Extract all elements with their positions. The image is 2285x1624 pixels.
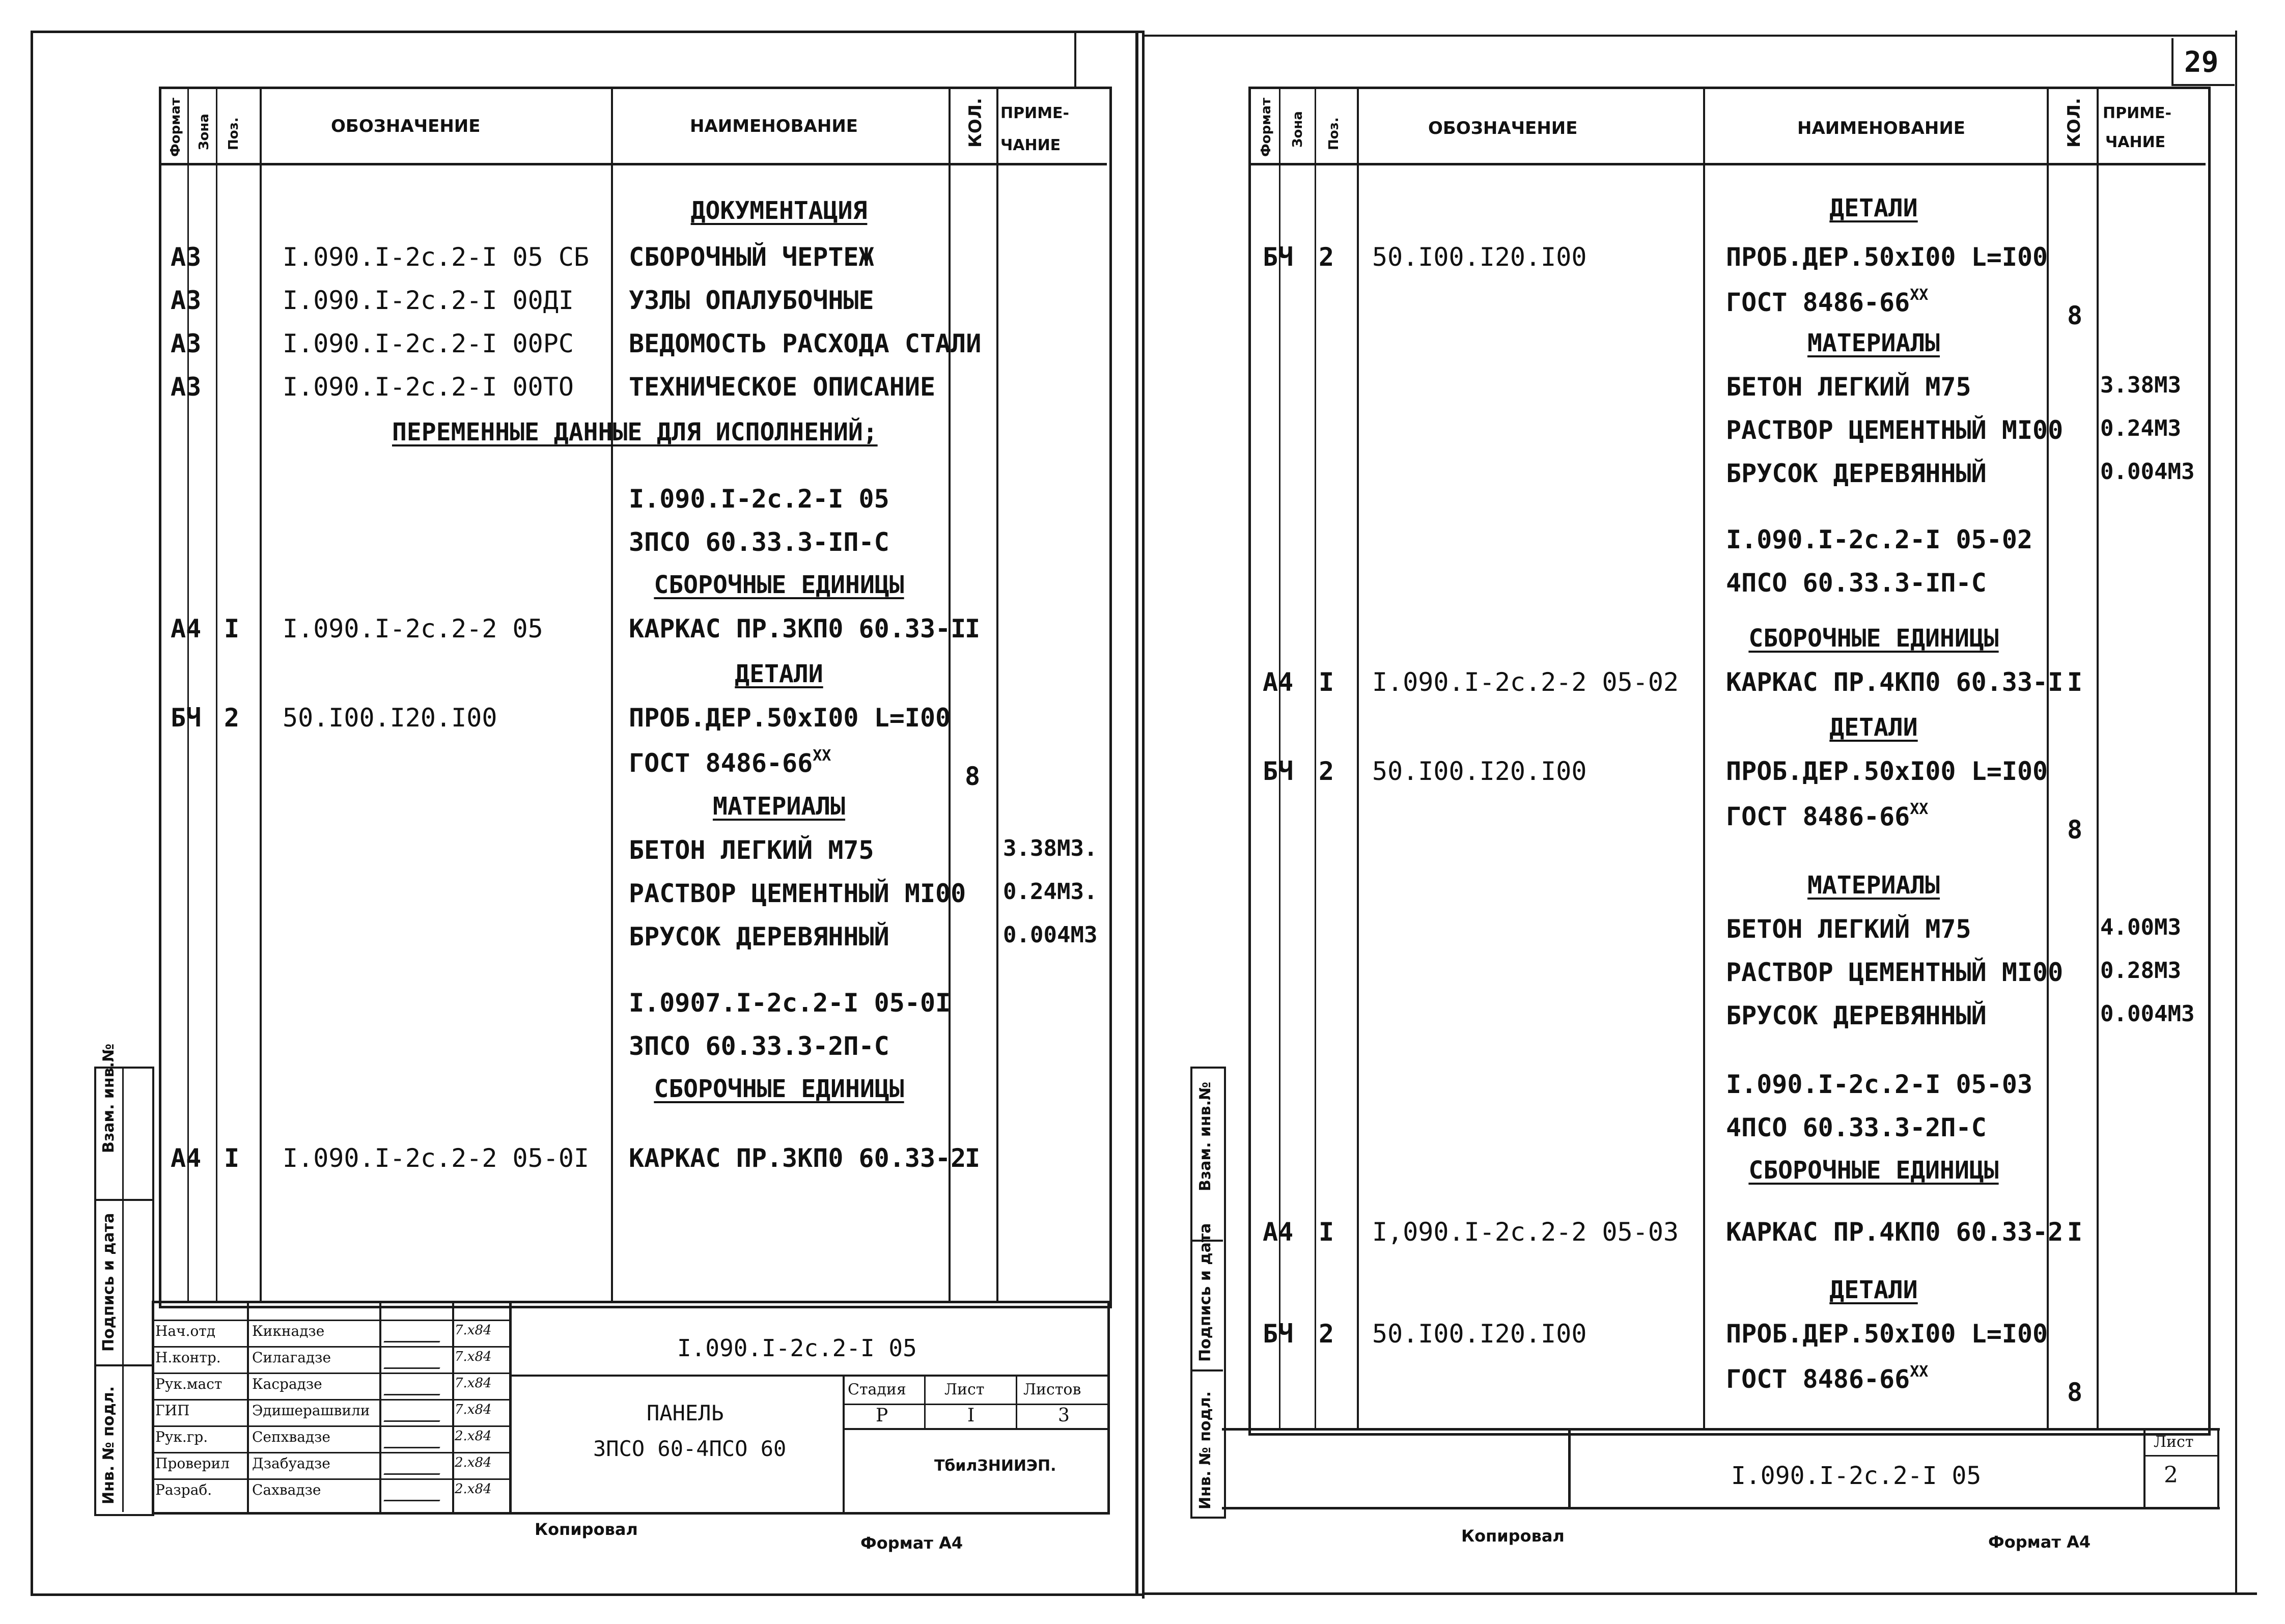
product-marks: 3ПСО 60-4ПСО 60: [593, 1436, 787, 1461]
right-sheet-top-edge: [1142, 35, 2237, 37]
title-block-role: Нач.отд: [155, 1323, 216, 1339]
row-format: А3: [171, 372, 202, 402]
col-header-zone: Зона: [197, 114, 212, 150]
handwritten-signature: [383, 1381, 447, 1395]
row-note: 3.38М3.: [1003, 835, 1098, 861]
title-block-role-line: [152, 1320, 511, 1321]
title-block-date: 7.х84: [455, 1376, 492, 1391]
right-sheet-value: 2: [2164, 1462, 2178, 1488]
right-col-divider: [1703, 87, 1705, 1431]
row-position: I: [1319, 1217, 1334, 1247]
title-block-role: Н.контр.: [155, 1349, 221, 1366]
title-block-col: [924, 1375, 926, 1430]
right-header-divider: [1248, 163, 2206, 165]
title-block-col: [247, 1301, 249, 1512]
title-block-role-line: [152, 1478, 511, 1480]
row-name: ПРОБ.ДЕР.50хI00 L=I00: [1726, 1319, 2048, 1349]
title-strip-col: [2143, 1428, 2145, 1507]
row-format: БЧ: [1263, 1319, 1294, 1349]
row-quantity: I: [965, 614, 981, 643]
row-name: I.0907.I-2c.2-I 05-0I: [629, 988, 951, 1018]
row-designation: I.090.I-2c.2-2 05-02: [1372, 667, 1679, 697]
right-sheet-bottom-edge: [1142, 1592, 2257, 1595]
section-heading: ДЕТАЛИ: [1829, 1276, 1918, 1304]
row-name: БРУСОК ДЕРЕВЯННЫЙ: [1726, 1001, 1987, 1030]
section-heading: СБОРОЧНЫЕ ЕДИНИЦЫ: [654, 1075, 904, 1103]
stamp-sign-date: Подпись и дата: [100, 1213, 118, 1352]
right-title-strip: [1222, 1428, 2220, 1509]
row-note: 0.004М3: [2100, 1001, 2195, 1027]
row-designation: 50.I00.I20.I00: [1372, 242, 1587, 272]
row-format: А4: [1263, 667, 1294, 697]
row-format: А4: [171, 614, 202, 643]
left-col-divider: [611, 87, 613, 1303]
right-sheet-left-edge: [1142, 31, 1145, 1599]
row-name: 4ПСО 60.33.3-IП-С: [1726, 568, 1987, 598]
row-name: ПРОБ.ДЕР.50хI00 L=I00: [1726, 757, 2048, 786]
stamp-divider: [122, 1067, 124, 1512]
product-name: ПАНЕЛЬ: [647, 1401, 724, 1425]
col-header-note: ЧАНИЕ: [2105, 133, 2166, 151]
left-col-divider: [949, 87, 951, 1303]
section-heading: СБОРОЧНЫЕ ЕДИНИЦЫ: [1748, 1156, 1999, 1185]
section-heading: СБОРОЧНЫЕ ЕДИНИЦЫ: [1748, 624, 1999, 653]
title-block-date: 7.х84: [455, 1349, 492, 1364]
row-designation: I.090.I-2c.2-2 05: [283, 614, 543, 643]
handwritten-signature: [383, 1354, 447, 1369]
row-position: 2: [1319, 1319, 1334, 1349]
title-block-date: 2.х84: [455, 1429, 492, 1444]
col-header-pos: Поз.: [226, 117, 241, 150]
row-name: 3ПСО 60.33.3-2П-С: [629, 1031, 889, 1061]
title-block-col: [843, 1375, 845, 1512]
col-header-note: ПРИМЕ-: [2103, 104, 2171, 122]
col-header-format: Формат: [168, 97, 183, 157]
row-name: УЗЛЫ ОПАЛУБОЧНЫЕ: [629, 286, 874, 315]
col-header-zone: Зона: [1290, 111, 1305, 148]
right-sheet-right-edge: [2235, 31, 2237, 1594]
row-quantity: I: [965, 1143, 981, 1173]
stage-label: Стадия: [848, 1381, 906, 1398]
title-block-person: Силагадзе: [252, 1349, 331, 1366]
handwritten-signature: [383, 1407, 447, 1422]
stage-value: Р: [876, 1405, 888, 1426]
left-format-label: Формат А4: [860, 1533, 963, 1553]
title-block-role: ГИП: [155, 1402, 190, 1419]
right-sheet-label: Лист: [2154, 1433, 2194, 1451]
row-designation: I.090.I-2c.2-I 00ДI: [283, 286, 574, 315]
title-block-role: Рук.маст: [155, 1376, 222, 1392]
title-block-col: [379, 1301, 381, 1512]
row-note: 0.24М3: [2100, 415, 2181, 441]
stamp-vzam: Взам. инв.№: [100, 1043, 118, 1153]
col-header-note: ЧАНИЕ: [1000, 136, 1061, 154]
stamp-vzam: Взам. инв.№: [1196, 1081, 1214, 1191]
row-name-superscript: ХХ: [1910, 1363, 1929, 1381]
row-quantity: 8: [2067, 301, 2083, 330]
right-col-divider: [1357, 87, 1359, 1431]
row-name: РАСТВОР ЦЕМЕНТНЫЙ МI00: [1726, 958, 2064, 987]
title-block-date: 7.х84: [455, 1402, 492, 1417]
row-name: ПРОБ.ДЕР.50хI00 L=I00: [1726, 242, 2048, 272]
row-designation: I.090.I-2c.2-I 00ТО: [283, 372, 574, 402]
left-col-divider: [996, 87, 998, 1303]
title-block-role-line: [152, 1399, 511, 1401]
row-note: 0.24М3.: [1003, 879, 1098, 905]
section-heading: МАТЕРИАЛЫ: [1807, 329, 1940, 357]
row-position: I: [224, 1143, 240, 1173]
row-name-superscript: ХХ: [813, 747, 831, 765]
title-strip-col: [2217, 1428, 2219, 1507]
title-block-role-line: [152, 1346, 511, 1348]
row-quantity: I: [2067, 667, 2083, 697]
sheet-value: I: [967, 1405, 975, 1426]
row-name: ГОСТ $8486-66^{ХХ}$: [1726, 800, 1929, 831]
row-name-superscript: ХХ: [1910, 286, 1929, 304]
title-block-person: Сахвадзе: [252, 1481, 321, 1498]
row-designation: I.090.I-2c.2-2 05-0I: [283, 1143, 590, 1173]
row-note: 3.38М3: [2100, 372, 2181, 398]
row-name: РАСТВОР ЦЕМЕНТНЫЙ МI00: [629, 879, 966, 908]
title-block-col: [509, 1301, 512, 1512]
row-designation: I,090.I-2c.2-2 05-03: [1372, 1217, 1679, 1247]
section-heading: ДОКУМЕНТАЦИЯ: [690, 197, 868, 225]
stamp-inv-no: Инв. № подл.: [100, 1386, 118, 1504]
row-format: БЧ: [1263, 757, 1294, 786]
title-block-date: 2.х84: [455, 1481, 492, 1497]
col-header-designation: ОБОЗНАЧЕНИЕ: [1428, 118, 1578, 138]
title-block-person: Касрадзе: [252, 1376, 322, 1392]
top-left-tick: [1074, 31, 1076, 87]
row-name: I.090.I-2c.2-I 05: [629, 484, 889, 514]
row-format: А3: [171, 242, 202, 272]
left-col-divider: [260, 87, 262, 1303]
sheets-label: Листов: [1023, 1381, 1081, 1398]
col-header-qty: КОЛ.: [965, 98, 986, 148]
col-header-name: НАИМЕНОВАНИЕ: [1797, 118, 1966, 138]
title-block-person: Эдишерашвили: [252, 1402, 370, 1419]
title-strip-row: [2143, 1455, 2219, 1457]
section-heading: МАТЕРИАЛЫ: [1807, 871, 1940, 900]
row-position: I: [224, 614, 240, 643]
row-name: БРУСОК ДЕРЕВЯННЫЙ: [1726, 459, 1987, 488]
row-name: ГОСТ $8486-66^{ХХ}$: [1726, 286, 1929, 317]
row-name: КАРКАС ПР.3КП0 60.33-2: [629, 1143, 966, 1173]
row-quantity: 8: [2067, 815, 2083, 845]
page-number: 29: [2184, 46, 2219, 79]
row-name: ГОСТ $8486-66^{ХХ}$: [1726, 1363, 1929, 1394]
row-designation: 50.I00.I20.I00: [1372, 757, 1587, 786]
row-note: 0.004М3: [2100, 459, 2195, 485]
title-block-person: Дзабуадзе: [252, 1455, 330, 1472]
title-block-role-line: [152, 1452, 511, 1453]
row-designation: I.090.I-2c.2-I 00РС: [283, 329, 574, 358]
stamp-divider: [1190, 1369, 1223, 1371]
handwritten-signature: [383, 1328, 447, 1342]
row-name: СБОРОЧНЫЙ ЧЕРТЕЖ: [629, 242, 874, 272]
row-format: БЧ: [1263, 242, 1294, 272]
col-header-qty: КОЛ.: [2064, 98, 2084, 148]
row-position: I: [1319, 667, 1334, 697]
title-block-role-line: [152, 1373, 511, 1374]
row-format: А3: [171, 286, 202, 315]
row-format: А3: [171, 329, 202, 358]
row-name: 3ПСО 60.33.3-IП-С: [629, 527, 889, 557]
row-note: 0.28М3: [2100, 958, 2181, 984]
row-position: 2: [1319, 242, 1334, 272]
row-name: ГОСТ $8486-66^{ХХ}$: [629, 747, 831, 778]
col-header-pos: Поз.: [1326, 117, 1342, 150]
title-strip-col: [1568, 1428, 1571, 1507]
right-col-divider: [1315, 87, 1316, 1431]
row-designation: I.090.I-2c.2-I 05 СБ: [283, 242, 590, 272]
row-designation: 50.I00.I20.I00: [1372, 1319, 1587, 1349]
right-col-divider: [2097, 87, 2099, 1431]
row-name: ПРОБ.ДЕР.50хI00 L=I00: [629, 703, 951, 733]
left-copied-label: Копировал: [535, 1520, 638, 1539]
right-doc-code: I.090.I-2c.2-I 05: [1731, 1462, 1982, 1490]
left-sheet-right-edge: [1135, 31, 1138, 1593]
row-name: КАРКАС ПР.4КП0 60.33-2: [1726, 1217, 2064, 1247]
title-block-role-line: [152, 1425, 511, 1427]
row-name: ТЕХНИЧЕСКОЕ ОПИСАНИЕ: [629, 372, 936, 402]
title-block-role: Рук.гр.: [155, 1429, 208, 1445]
stamp-inv-no: Инв. № подл.: [1196, 1391, 1214, 1509]
row-note: 4.00М3: [2100, 914, 2181, 940]
organization: ТбилЗНИИЭП.: [934, 1457, 1056, 1475]
section-heading: СБОРОЧНЫЕ ЕДИНИЦЫ: [654, 571, 904, 599]
row-format: А4: [1263, 1217, 1294, 1247]
row-position: 2: [1319, 757, 1334, 786]
col-header-note: ПРИМЕ-: [1000, 104, 1069, 122]
title-block-role: Разраб.: [155, 1481, 212, 1498]
right-copied-label: Копировал: [1461, 1526, 1565, 1546]
title-block-person: Кикнадзе: [252, 1323, 325, 1339]
row-name-superscript: ХХ: [1910, 800, 1929, 818]
title-block-person: Сепхвадзе: [252, 1429, 330, 1445]
row-note: 0.004М3: [1003, 922, 1098, 948]
row-position: 2: [224, 703, 240, 733]
row-quantity: 8: [965, 762, 981, 791]
left-col-divider: [216, 87, 217, 1303]
title-block-right: [1107, 1301, 1110, 1512]
col-header-designation: ОБОЗНАЧЕНИЕ: [331, 116, 481, 136]
title-block-role: Проверил: [155, 1455, 230, 1472]
row-name: I.090.I-2c.2-I 05-02: [1726, 525, 2033, 554]
row-quantity: I: [2067, 1217, 2083, 1247]
variable-data-heading: ПЕРЕМЕННЫЕ ДАННЫЕ ДЛЯ ИСПОЛНЕНИЙ;: [392, 418, 878, 446]
row-quantity: 8: [2067, 1378, 2083, 1407]
left-header-divider: [159, 163, 1107, 165]
col-header-format: Формат: [1259, 97, 1274, 157]
row-name: I.090.I-2c.2-I 05-03: [1726, 1070, 2033, 1099]
row-designation: 50.I00.I20.I00: [283, 703, 497, 733]
section-heading: ДЕТАЛИ: [1829, 194, 1918, 222]
row-name: КАРКАС ПР.4КП0 60.33-I: [1726, 667, 2064, 697]
handwritten-signature: [383, 1434, 447, 1448]
row-name: БЕТОН ЛЕГКИЙ М75: [1726, 372, 1971, 402]
row-name: 4ПСО 60.33.3-2П-С: [1726, 1113, 1987, 1142]
row-name: КАРКАС ПР.3КП0 60.33-I: [629, 614, 966, 643]
title-block-date: 7.х84: [455, 1323, 492, 1338]
title-block-date: 2.х84: [455, 1455, 492, 1470]
right-format-label: Формат А4: [1988, 1532, 2091, 1552]
row-format: А4: [171, 1143, 202, 1173]
section-heading: ДЕТАЛИ: [1829, 713, 1918, 742]
row-name: РАСТВОР ЦЕМЕНТНЫЙ МI00: [1726, 415, 2064, 445]
handwritten-signature: [383, 1460, 447, 1475]
stamp-sign-date: Подпись и дата: [1196, 1223, 1214, 1362]
sheet-label: Лист: [944, 1381, 985, 1398]
section-heading: ДЕТАЛИ: [735, 660, 823, 688]
row-name: БЕТОН ЛЕГКИЙ М75: [1726, 914, 1971, 944]
sheets-value: 3: [1058, 1405, 1070, 1426]
title-block-col: [1016, 1375, 1017, 1430]
row-name: БЕТОН ЛЕГКИЙ М75: [629, 835, 874, 865]
title-block-row: [843, 1428, 1110, 1430]
col-header-name: НАИМЕНОВАНИЕ: [690, 116, 858, 136]
title-block-col: [452, 1301, 454, 1512]
section-heading: МАТЕРИАЛЫ: [712, 792, 846, 821]
handwritten-signature: [383, 1487, 447, 1501]
row-name: ВЕДОМОСТЬ РАСХОДА СТАЛИ: [629, 329, 982, 358]
left-doc-code: I.090.I-2c.2-I 05: [677, 1334, 917, 1362]
title-block-row: [509, 1375, 1110, 1377]
row-name: БРУСОК ДЕРЕВЯННЫЙ: [629, 922, 889, 951]
row-format: БЧ: [171, 703, 202, 733]
